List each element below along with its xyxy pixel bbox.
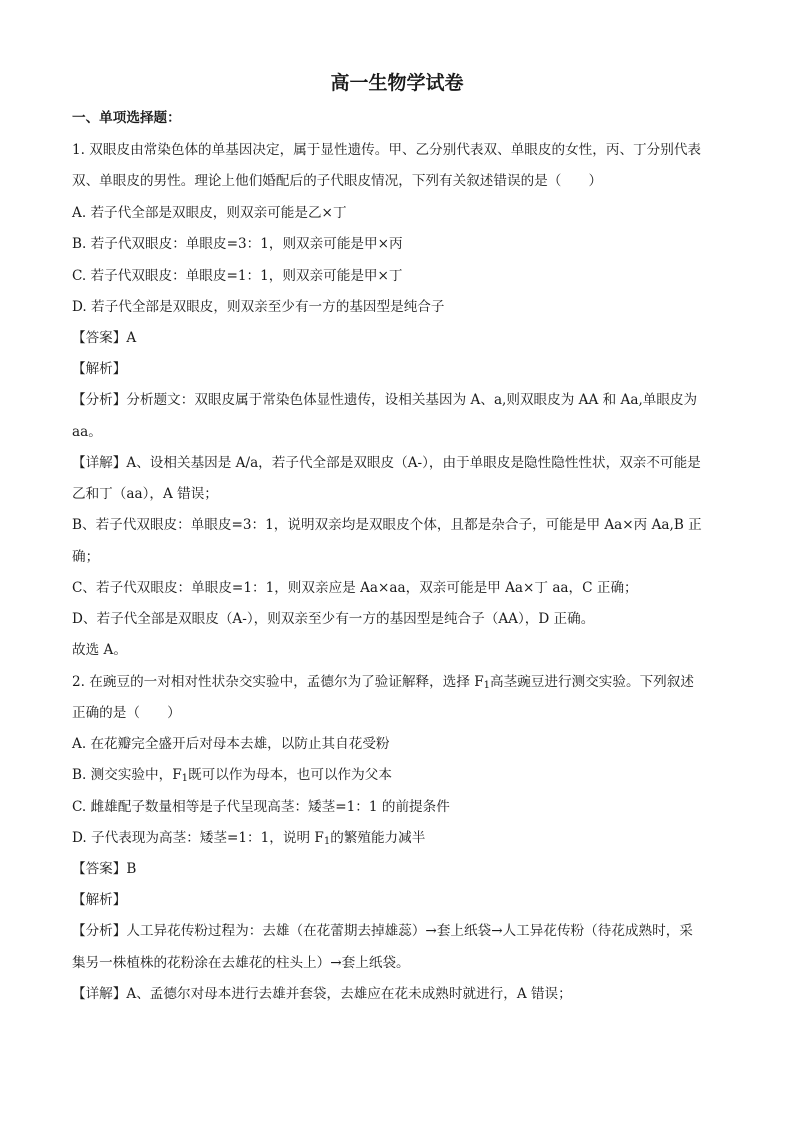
q2-stem-subscript: 1	[483, 680, 491, 691]
q2-answer: 【答案】B	[72, 861, 137, 877]
q2-analysis-line-2: 集另一株植株的花粉涂在去雄花的柱头上）→套上纸袋。	[72, 955, 410, 971]
q1-option-d: D. 若子代全部是双眼皮，则双亲至少有一方的基因型是纯合子	[72, 299, 445, 315]
q1-detail-line-3: B、若子代双眼皮：单眼皮=3：1，说明双亲均是双眼皮个体，且都是杂合子，可能是甲 Aa×丙 Aa,B 正	[72, 517, 702, 533]
q1-conclusion: 故选 A。	[72, 642, 127, 658]
q1-option-a: A. 若子代全部是双眼皮，则双亲可能是乙×丁	[72, 205, 347, 221]
q1-detail-line-1: 【详解】A、设相关基因是 A/a，若子代全部是双眼皮（A-），由于单眼皮是隐性隐性性状，双亲不可能是	[72, 455, 701, 471]
q1-detail-line-2: 乙和丁（aa），A 错误；	[72, 486, 218, 502]
q1-analysis-line-1: 【分析】分析题文：双眼皮属于常染色体显性遗传，设相关基因为 A、a,则双眼皮为 AA 和 Aa,单眼皮为	[72, 392, 698, 408]
q2-stem-line-1	[72, 672, 732, 696]
q2-stem-line-2: 正确的是（ ）	[72, 705, 181, 721]
q2-option-d	[72, 828, 732, 852]
q1-option-c: C. 若子代双眼皮：单眼皮=1：1，则双亲可能是甲×丁	[72, 268, 403, 284]
q2-analysis-line-1: 【分析】人工异花传粉过程为：去雄（在花蕾期去掉雄蕊）→套上纸袋→人工异花传粉（待花成熟时，采	[72, 923, 693, 939]
q2-option-c: C. 雌雄配子数量相等是子代呈现高茎：矮茎=1：1 的前提条件	[72, 799, 450, 815]
q1-stem-line-1: 1. 双眼皮由常染色体的单基因决定，属于显性遗传。甲、乙分别代表双、单眼皮的女性，丙、丁分别代表	[72, 142, 702, 158]
page-title: 高一生物学试卷	[330, 72, 464, 94]
q2-option-a: A. 在花瓣完全盛开后对母本去雄，以防止其自花受粉	[72, 736, 390, 752]
q1-stem-line-2: 双、单眼皮的男性。理论上他们婚配后的子代眼皮情况，下列有关叙述错误的是（ ）	[72, 173, 603, 189]
q1-option-b: B. 若子代双眼皮：单眼皮=3：1，则双亲可能是甲×丙	[72, 236, 403, 252]
q2-option-b-post: 既可以作为母本，也可以作为父本	[188, 767, 392, 783]
q1-analysis-line-2: aa。	[72, 424, 102, 440]
q2-detail-line-1: 【详解】A、孟德尔对母本进行去雄并套袋，去雄应在花未成熟时就进行，A 错误；	[72, 986, 572, 1002]
q2-option-d-post: 的繁殖能力减半	[330, 830, 426, 846]
q2-option-b	[72, 765, 732, 789]
q2-option-d-subscript: 1	[323, 836, 331, 847]
q1-detail-line-4: 确；	[72, 549, 100, 565]
q2-option-b-pre: B. 测交实验中，F	[72, 767, 182, 783]
q1-detail-line-5: C、若子代双眼皮：单眼皮=1：1，则双亲应是 Aa×aa，双亲可能是甲 Aa×丁 aa，C 正确；	[72, 580, 638, 596]
q1-jiexi: 【解析】	[72, 361, 127, 377]
q2-option-b-subscript: 1	[181, 773, 189, 784]
section-heading: 一、单项选择题：	[72, 110, 181, 126]
q2-option-d-pre: D. 子代表现为高茎：矮茎=1：1，说明 F	[72, 830, 324, 846]
q2-stem-post: 高茎豌豆进行测交实验。下列叙述	[490, 674, 694, 690]
q2-jiexi: 【解析】	[72, 892, 127, 908]
q2-stem-pre: 2. 在豌豆的一对相对性状杂交实验中，孟德尔为了验证解释，选择 F	[72, 674, 484, 690]
q1-answer: 【答案】A	[72, 330, 137, 346]
q1-detail-line-6: D、若子代全部是双眼皮（A-），则双亲至少有一方的基因型是纯合子（AA），D 正确。	[72, 611, 595, 627]
